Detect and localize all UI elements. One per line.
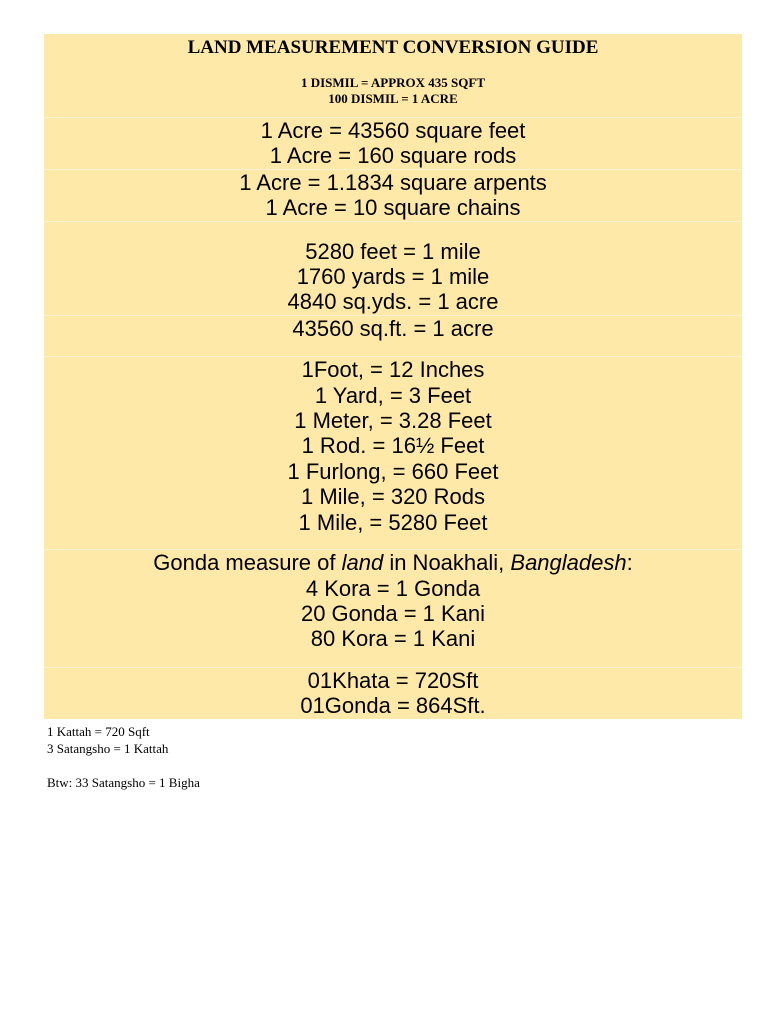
gonda-heading-italic-bangladesh: Bangladesh — [510, 550, 627, 576]
conversion-line: 1 Acre = 10 square chains — [265, 195, 521, 221]
dismil-acre-line: 100 DISMIL = 1 ACRE — [328, 91, 458, 106]
conversion-line: 01Gonda = 864Sft. — [300, 693, 486, 719]
conversion-guide-table — [44, 34, 742, 719]
sqft-block — [44, 316, 742, 357]
conversion-line: 80 Kora = 1 Kani — [310, 626, 476, 652]
conversion-line: 1 Furlong, = 660 Feet — [287, 458, 499, 484]
acre-block-1 — [44, 118, 742, 170]
conversion-line: 1Foot, = 12 Inches — [301, 357, 485, 383]
notes-section — [47, 723, 200, 791]
guide-title: LAND MEASUREMENT CONVERSION GUIDE — [187, 37, 599, 58]
miles-block — [44, 222, 742, 316]
gonda-block — [44, 550, 742, 668]
conversion-line: 1 Acre = 1.1834 square arpents — [239, 169, 547, 195]
conversion-line: 1 Mile, = 320 Rods — [300, 484, 486, 510]
conversion-line: 4 Kora = 1 Gonda — [305, 575, 481, 601]
gonda-heading-colon: : — [626, 550, 633, 576]
gonda-heading-text: in Noakhali, — [383, 550, 511, 576]
header-block — [44, 34, 742, 118]
conversion-line: 20 Gonda = 1 Kani — [300, 600, 486, 626]
conversion-line: 4840 sq.yds. = 1 acre — [287, 289, 499, 315]
acre-block-2 — [44, 170, 742, 222]
gonda-heading — [44, 550, 742, 575]
conversion-line: 1 Yard, = 3 Feet — [314, 382, 472, 408]
note-line: 3 Satangsho = 1 Kattah — [47, 741, 169, 756]
conversion-line: 1 Acre = 43560 square feet — [260, 118, 526, 143]
conversion-line: 01Khata = 720Sft — [307, 667, 479, 693]
note-spacer — [47, 757, 200, 774]
note-line: Btw: 33 Satangsho = 1 Bigha — [47, 775, 200, 790]
note-line: 1 Kattah = 720 Sqft — [47, 724, 150, 739]
khata-block — [44, 668, 742, 719]
gonda-heading-text: Gonda measure of — [153, 550, 342, 576]
dismil-approx-line: 1 DISMIL = APPROX 435 SQFT — [300, 75, 485, 90]
conversion-line: 1 Meter, = 3.28 Feet — [294, 408, 492, 434]
conversion-line: 1 Rod. = 16½ Feet — [301, 433, 485, 459]
units-block — [44, 357, 742, 550]
conversion-line: 1 Acre = 160 square rods — [269, 143, 517, 169]
conversion-line: 5280 feet = 1 mile — [305, 238, 481, 264]
conversion-line: 1 Mile, = 5280 Feet — [298, 509, 488, 535]
conversion-line: 43560 sq.ft. = 1 acre — [292, 315, 494, 341]
conversion-line: 1760 yards = 1 mile — [296, 264, 490, 290]
gonda-heading-italic-land: land — [341, 550, 384, 576]
